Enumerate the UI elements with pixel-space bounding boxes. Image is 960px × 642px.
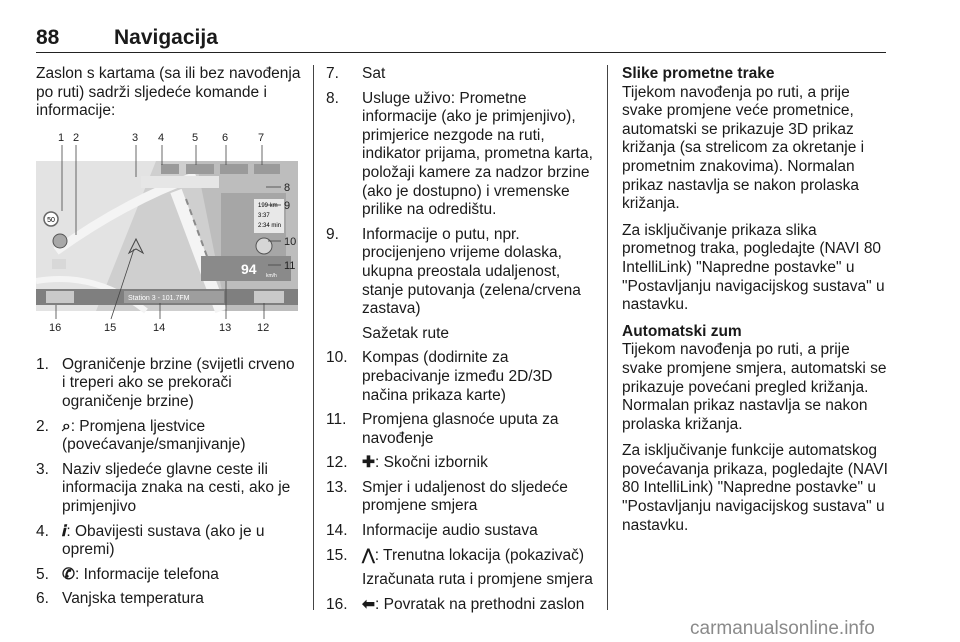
compass (256, 238, 272, 254)
zoom-button (53, 234, 67, 248)
paragraph: Za isključivanje funkcije automatskog povećavanja prikaza, pogledajte (NAVI 80 IntelliLink) "Napredne postavke" u "Postavljanju navigacijskog sustava" u nastavku. (622, 442, 888, 534)
list-item: 1. Ograničenje brzine (svijetli crveno i treperi ako se prekorači ograničenje brzine) (36, 355, 295, 410)
callout-16: 16 (49, 321, 62, 334)
legend-list-middle (326, 65, 598, 319)
back-button (52, 259, 66, 269)
list-item: 14. Informacije audio sustava (326, 522, 538, 540)
list-subtext: Izračunata ruta i promjene smjera (362, 571, 593, 589)
callout-15: 15 (104, 321, 117, 334)
phone-info-button (186, 164, 214, 174)
list-item: 10. Kompas (dodirnite za prebacivanje između 2D/3D načina prikaza karte) (326, 349, 553, 404)
road-name-banner (141, 176, 219, 188)
trip-time: 2:34 min (258, 222, 282, 229)
list-item: 5. ✆: Informacije telefona (36, 565, 219, 583)
callout-3: 3 (132, 131, 139, 144)
list-item: 6. Vanjska temperatura (36, 590, 204, 608)
callout-9: 9 (284, 199, 291, 212)
callout-5: 5 (192, 131, 199, 144)
list-item: 8. Usluge uživo: Prometne informacije (ako je primjenjivo), primjerice nezgode na ruti, indikator prijama, prometna karta, položaji kamere za nadzor brzine (ako je dostupno) i vremenske prilike na odredištu. (326, 89, 593, 219)
info-icon: 𝒊 (62, 522, 67, 540)
list-item: 16. ⬅: Povratak na prethodni zaslon (326, 595, 585, 613)
callout-4: 4 (158, 131, 165, 144)
plus-icon: ✚ (362, 454, 375, 472)
section-heading: Automatski zum (622, 322, 742, 340)
phone-icon: ✆ (62, 565, 75, 583)
column-left (36, 65, 301, 615)
callout-2: 2 (73, 131, 80, 144)
trip-distance: 199 km (258, 202, 278, 209)
speed-limit-value: 50 (47, 216, 55, 224)
notification-button (161, 164, 179, 174)
zoom-icon: ⌕ (62, 417, 71, 435)
list-item: 12. ✚: Skočni izbornik (326, 454, 488, 472)
page-title: Navigacija (114, 26, 218, 49)
paragraph: Tijekom navođenja po ruti, a prije svake promjene smjera, automatski se prikazuje povećani pregled križanja. Normalan prikaz nastavlja se nakon prolaska križanja. (622, 341, 887, 433)
trip-eta: 3:37 (258, 212, 270, 219)
callout-6: 6 (222, 131, 229, 144)
paragraph: Tijekom navođenja po ruti, a prije svake promjene veće prometnice, automatski se prikazuje 3D prikaz križanja (sa strelicom za okretanje i prometnim znakovima). Normalan prikaz nastavlja se nakon prolaska križanja. (622, 83, 865, 213)
list-subtext: Sažetak rute (362, 324, 450, 342)
pointer-icon: ⋀ (362, 546, 375, 564)
popup-menu-button (254, 291, 284, 303)
callout-13: 13 (219, 321, 232, 334)
list-item: 7. Sat (326, 65, 386, 82)
paragraph: Za isključivanje prikaza slika prometnog traka, pogledajte (NAVI 80 IntelliLink) "Napredne postavke" u "Postavljanju navigacijskog sustava" u nastavku. (622, 221, 885, 314)
column-divider (313, 65, 314, 610)
watermark: carmanualsonline.info (690, 618, 875, 639)
back-arrow-icon: ⬅ (362, 595, 375, 613)
column-middle (326, 65, 598, 620)
list-item: 13. Smjer i udaljenost do sljedeće promjene smjera (326, 478, 568, 515)
column-right (622, 65, 890, 543)
callout-12: 12 (257, 321, 270, 334)
current-speed: 94 (241, 260, 257, 277)
speed-unit: km/h (266, 272, 277, 279)
list-item: 9. Informacije o putu, npr. procijenjeno vrijeme dolaska, ukupna preostala udaljenost, stanje putovanja (zelena/crvena zastava) (326, 225, 581, 318)
navigation-screen-illustration (36, 131, 298, 339)
callout-8: 8 (284, 181, 291, 194)
list-item: 4. 𝒊: Obavijesti sustava (ako je u opremi) (36, 522, 265, 559)
list-item: 15. ⋀: Trenutna lokacija (pokazivač) (326, 546, 585, 564)
list-item: 2. ⌕: Promjena ljestvice (povećavanje/smanjivanje) (36, 417, 246, 454)
temperature-display (220, 164, 248, 174)
back-soft-button (46, 291, 74, 303)
callout-1: 1 (58, 131, 65, 144)
clock-display (254, 164, 280, 174)
callout-10: 10 (284, 235, 297, 248)
callout-11: 11 (284, 259, 296, 272)
intro-text: Zaslon s kartama (sa ili bez navođenja po ruti) sadrži sljedeće komande i informacije: (36, 65, 301, 120)
navigation-screen-figure (36, 131, 298, 339)
page-number: 88 (36, 26, 60, 49)
column-divider (607, 65, 608, 610)
page-header (36, 26, 886, 53)
section-heading: Slike prometne trake (622, 65, 775, 82)
list-item: 11. Promjena glasnoće uputa za navođenje (326, 411, 559, 447)
list-item: 3. Naziv sljedeće glavne ceste ili informacija znaka na cesti, ako je primjenjivo (36, 460, 291, 515)
callout-7: 7 (258, 131, 265, 144)
legend-list-left (36, 356, 301, 609)
callout-14: 14 (153, 321, 166, 334)
audio-info-text: Station 3 - 101.7FM (128, 294, 190, 302)
